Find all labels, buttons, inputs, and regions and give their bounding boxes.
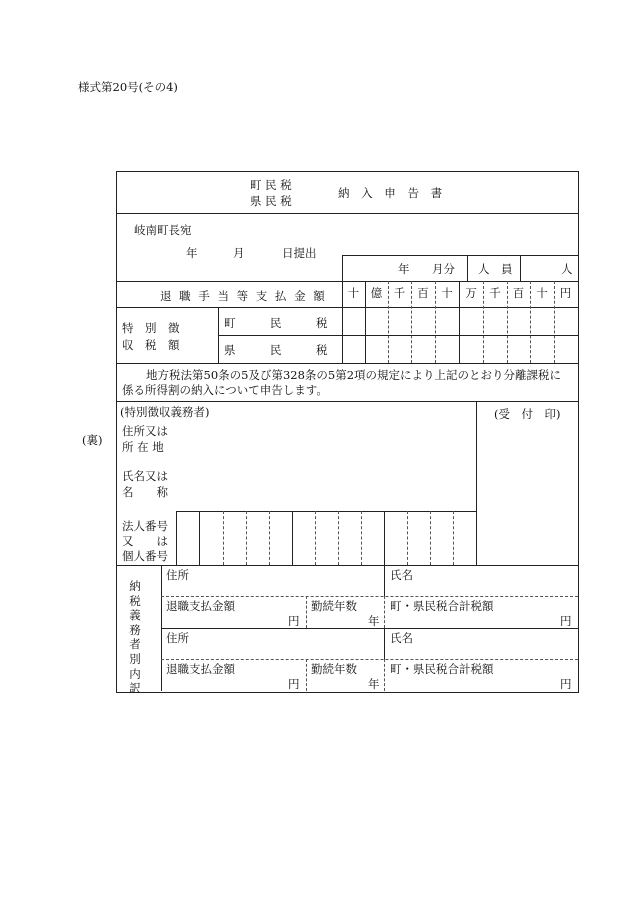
divider [384,511,385,565]
yen-unit: 円 [560,614,572,628]
address-label-1: 住所又は [122,424,168,438]
total-tax-label: 町・県民税合計税額 [390,599,494,613]
number-label-2: 又 は [122,534,168,548]
divider [306,596,307,628]
addressee: 岐南町長宛 [134,223,192,237]
years-unit: 年 [368,677,380,691]
reception-stamp-label: (受 付 印) [494,407,561,421]
divider [246,511,247,565]
digit-header: 百 [417,286,429,300]
years-of-service-label: 勤続年数 [311,662,357,676]
divider [176,511,177,565]
divider [453,511,454,565]
yen-unit: 円 [288,677,300,691]
breakdown-side-label: 納税義務者別内訳 [129,579,141,696]
digit-header: 百 [512,286,525,300]
title-town-tax: 町 民 税 [250,178,292,192]
digit-header: 十 [347,286,360,300]
divider [365,281,366,363]
name-label-1: 氏名又は [122,469,168,483]
taxpayer-address-label: 住所 [166,568,189,582]
divider [507,281,508,363]
divider [116,213,578,214]
digit-header: 十 [536,286,548,300]
divider [483,281,484,363]
name-label-2: 名 称 [122,485,168,499]
divider [361,511,362,565]
digit-header: 千 [393,286,406,300]
form-title: 納 入 申 告 書 [338,186,447,200]
divider [199,511,200,565]
divider [176,511,476,512]
town-tax-label: 町 民 税 [224,316,328,330]
back-side-label: (裏) [82,433,103,447]
total-tax-label: 町・県民税合計税額 [390,662,494,676]
divider [459,281,460,363]
digit-header: 円 [559,286,572,300]
divider [388,281,389,363]
retirement-amount-label: 退職支払金額 [166,662,235,676]
divider [384,596,385,628]
retirement-payment-label: 退 職 手 当 等 支 払 金 額 [160,289,327,303]
years-unit: 年 [368,614,380,628]
divider [269,511,270,565]
divider [342,255,578,256]
divider [384,659,385,691]
divider [161,596,578,597]
divider [161,659,578,660]
digit-header: 万 [465,286,477,300]
taxpayer-name-label: 氏名 [390,631,413,645]
people-label: 人 員 [478,262,513,276]
declaration-line-2: 係る所得割の納入について申告します。 [122,383,328,397]
divider [430,511,431,565]
divider [223,511,224,565]
digit-header: 千 [489,286,501,300]
divider [435,281,436,363]
divider [218,335,578,336]
declaration-line-1: 地方税法第50条の5及び第328条の5第2項の規定により上記のとおり分離課税に [146,368,562,382]
divider [116,307,578,308]
retirement-amount-label: 退職支払金額 [166,599,235,613]
divider [116,281,578,282]
number-label-3: 個人番号 [122,549,168,563]
form-number: 様式第20号(その4) [78,80,178,94]
divider [116,401,578,402]
divider [116,565,578,566]
digit-header: 億 [370,286,383,300]
divider [116,363,578,364]
divider [554,281,555,363]
divider [407,511,408,565]
date-year[interactable]: 年 [186,246,198,260]
divider [306,659,307,691]
people-unit: 人 [561,262,573,276]
taxpayer-name-label: 氏名 [390,568,413,582]
taxpayer-address-label: 住所 [166,631,189,645]
special-collection-label-1: 特 別 徴 [122,321,180,335]
address-label-2: 所 在 地 [122,440,164,454]
date-submitted[interactable]: 日提出 [282,246,317,260]
divider [520,255,521,281]
divider [338,511,339,565]
divider [411,281,412,363]
divider [384,628,385,659]
period-month[interactable]: 月分 [432,262,455,276]
pref-tax-label: 県 民 税 [224,343,328,357]
divider [384,565,385,596]
divider [315,511,316,565]
date-month[interactable]: 月 [233,246,245,260]
obligor-heading: (特別徴収義務者) [120,405,210,419]
yen-unit: 円 [288,614,300,628]
divider [292,511,293,565]
divider [476,401,477,565]
years-of-service-label: 勤続年数 [311,599,357,613]
title-pref-tax: 県 民 税 [250,194,292,208]
number-label-1: 法人番号 [122,519,168,533]
divider [467,255,468,281]
divider [342,255,343,363]
special-collection-label-2: 収 税 額 [122,338,180,352]
divider [530,281,531,363]
digit-header: 十 [441,286,453,300]
period-year[interactable]: 年 [398,262,410,276]
yen-unit: 円 [560,677,572,691]
divider [161,628,578,629]
